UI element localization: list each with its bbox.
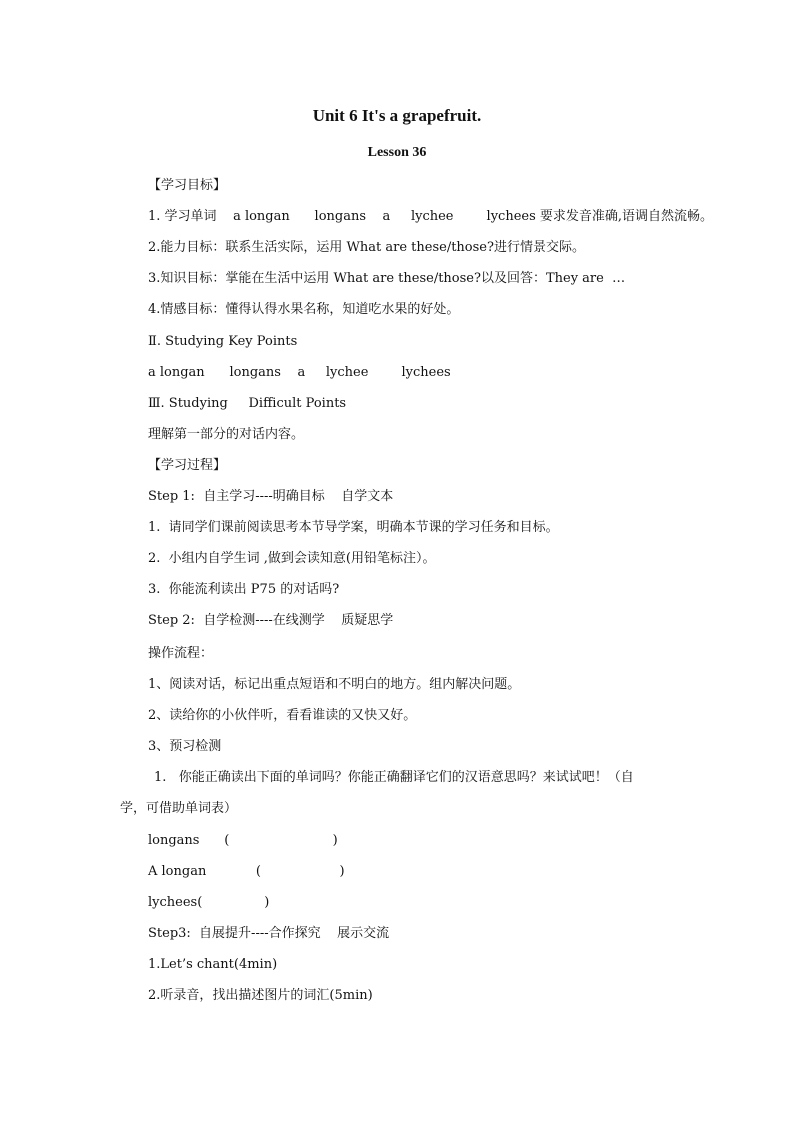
step-1-item-1: 1. 请同学们课前阅读思考本节导学案，明确本节课的学习任务和目标。 — [148, 520, 559, 535]
goal-4: 4.情感目标：懂得认得水果名称，知道吃水果的好处。 — [148, 302, 460, 317]
operation-flow-label: 操作流程： — [148, 646, 214, 661]
difficult-points-heading: Ⅲ. Studying Difficult Points — [148, 396, 347, 411]
section-heading-process: 【学习过程】 — [148, 458, 227, 473]
difficult-points-text: 理解第一部分的对话内容。 — [148, 427, 305, 442]
preview-question-continued: 学，可借助单词表） — [120, 801, 238, 816]
step-3-item-2: 2.听录音，找出描述图片的词汇(5min) — [148, 988, 373, 1003]
goal-2: 2.能力目标：联系生活实际，运用 What are these/those?进行情景交际。 — [148, 240, 585, 255]
flow-item-1: 1、阅读对话，标记出重点短语和不明白的地方。组内解决问题。 — [148, 677, 521, 692]
step-3-heading: Step3: 自展提升----合作探究 展示交流 — [148, 926, 390, 941]
key-points-heading: Ⅱ. Studying Key Points — [148, 334, 298, 349]
section-heading-goals: 【学习目标】 — [148, 178, 227, 193]
key-points-words: a longan longans a lychee lychees — [148, 365, 451, 380]
step-2-heading: Step 2: 自学检测----在线测学 质疑思学 — [148, 613, 394, 628]
preview-question: 1. 你能正确读出下面的单词吗？你能正确翻译它们的汉语意思吗？来试试吧！（自 — [154, 770, 634, 785]
step-1-item-2: 2. 小组内自学生词 ,做到会读知意(用铅笔标注）。 — [148, 551, 436, 566]
blank-a-longan: A longan ( ) — [148, 864, 345, 879]
blank-lychees: lychees( ) — [148, 895, 270, 910]
flow-item-2: 2、读给你的小伙伴听，看看谁读的又快又好。 — [148, 708, 417, 723]
goal-1: 1. 学习单词 a longan longans a lychee lychees 要求发音准确,语调自然流畅。 — [148, 209, 714, 224]
document-title: Unit 6 It's a grapefruit. — [312, 106, 482, 125]
goal-3: 3.知识目标：掌能在生活中运用 What are these/those?以及回答：They are … — [148, 271, 626, 286]
flow-item-3: 3、预习检测 — [148, 739, 222, 754]
step-1-item-3: 3. 你能流利读出 P75 的对话吗? — [148, 582, 340, 597]
step-1-heading: Step 1: 自主学习----明确目标 自学文本 — [148, 489, 394, 504]
blank-longans: longans ( ) — [148, 833, 338, 848]
lesson-subtitle: Lesson 36 — [367, 145, 427, 160]
step-3-item-1: 1.Let’s chant(4min) — [148, 957, 278, 972]
